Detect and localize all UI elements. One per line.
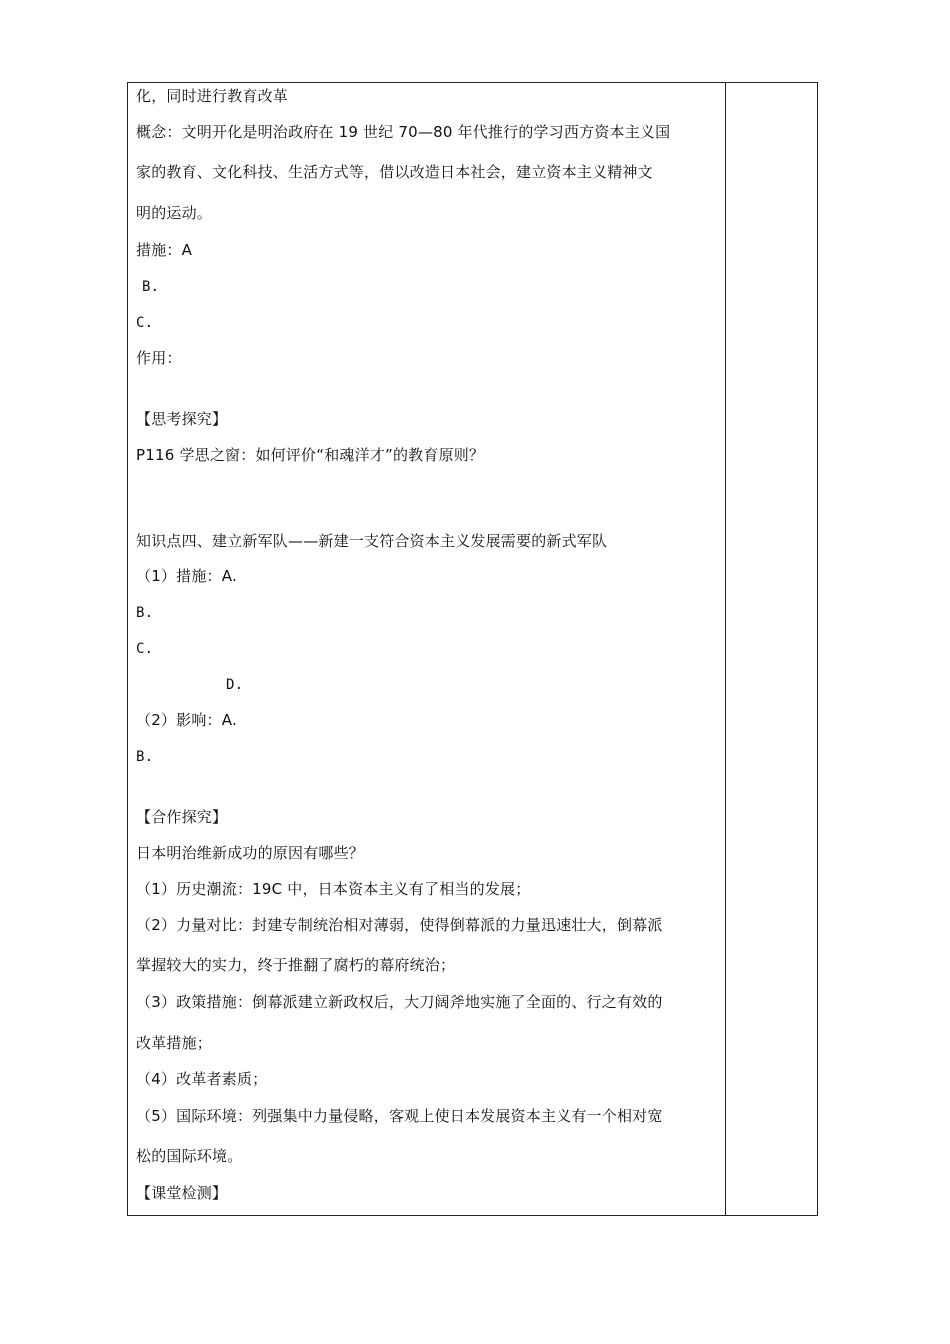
knowledge-point-four: 知识点四、建立新军队——新建一支符合资本主义发展需要的新式军队 [136, 532, 608, 550]
text-line-14: C. [136, 641, 154, 657]
text-line-19: 日本明治维新成功的原因有哪些？ [136, 844, 365, 862]
text-line-25: （4）改革者素质； [136, 1070, 268, 1088]
text-line-20: （1）历史潮流：19C 中，日本资本主义有了相当的发展； [136, 880, 531, 898]
text-line-5: 措施：A [136, 241, 193, 259]
text-line-6: B. [142, 279, 160, 295]
section-heading-cooperation: 【合作探究】 [136, 808, 228, 826]
text-line-10: P116 学思之窗：如何评价“和魂洋才”的教育原则？ [136, 446, 485, 464]
text-line-16: （2）影响：A. [136, 711, 237, 729]
text-line-15: D. [226, 677, 244, 693]
text-line-22: 掌握较大的实力，终于推翻了腐朽的幕府统治； [136, 956, 456, 974]
section-heading-thinking: 【思考探究】 [136, 410, 228, 428]
text-line-27: 松的国际环境。 [136, 1147, 243, 1165]
text-line-17: B. [136, 749, 154, 765]
section-heading-classroom-test: 【课堂检测】 [136, 1184, 228, 1202]
table-frame [127, 82, 818, 1216]
text-line-13: B. [136, 605, 154, 621]
text-line-4: 明的运动。 [136, 204, 213, 222]
text-line-8: 作用： [136, 349, 182, 367]
text-line-1: 化，同时进行教育改革 [136, 87, 289, 105]
text-line-26: （5）国际环境：列强集中力量侵略，客观上使日本发展资本主义有一个相对宽 [136, 1107, 663, 1125]
text-line-3: 家的教育、文化科技、生活方式等，借以改造日本社会，建立资本主义精神文 [136, 163, 653, 181]
text-line-21: （2）力量对比：封建专制统治相对薄弱，使得倒幕派的力量迅速壮大，倒幕派 [136, 916, 663, 934]
text-line-12: （1）措施：A. [136, 567, 237, 585]
column-divider [725, 82, 726, 1216]
text-line-23: （3）政策措施：倒幕派建立新政权后，大刀阔斧地实施了全面的、行之有效的 [136, 993, 663, 1011]
text-line-7: C. [136, 315, 154, 331]
text-line-24: 改革措施； [136, 1034, 213, 1052]
text-line-2: 概念：文明开化是明治政府在 19 世纪 70—80 年代推行的学习西方资本主义国 [136, 123, 671, 141]
